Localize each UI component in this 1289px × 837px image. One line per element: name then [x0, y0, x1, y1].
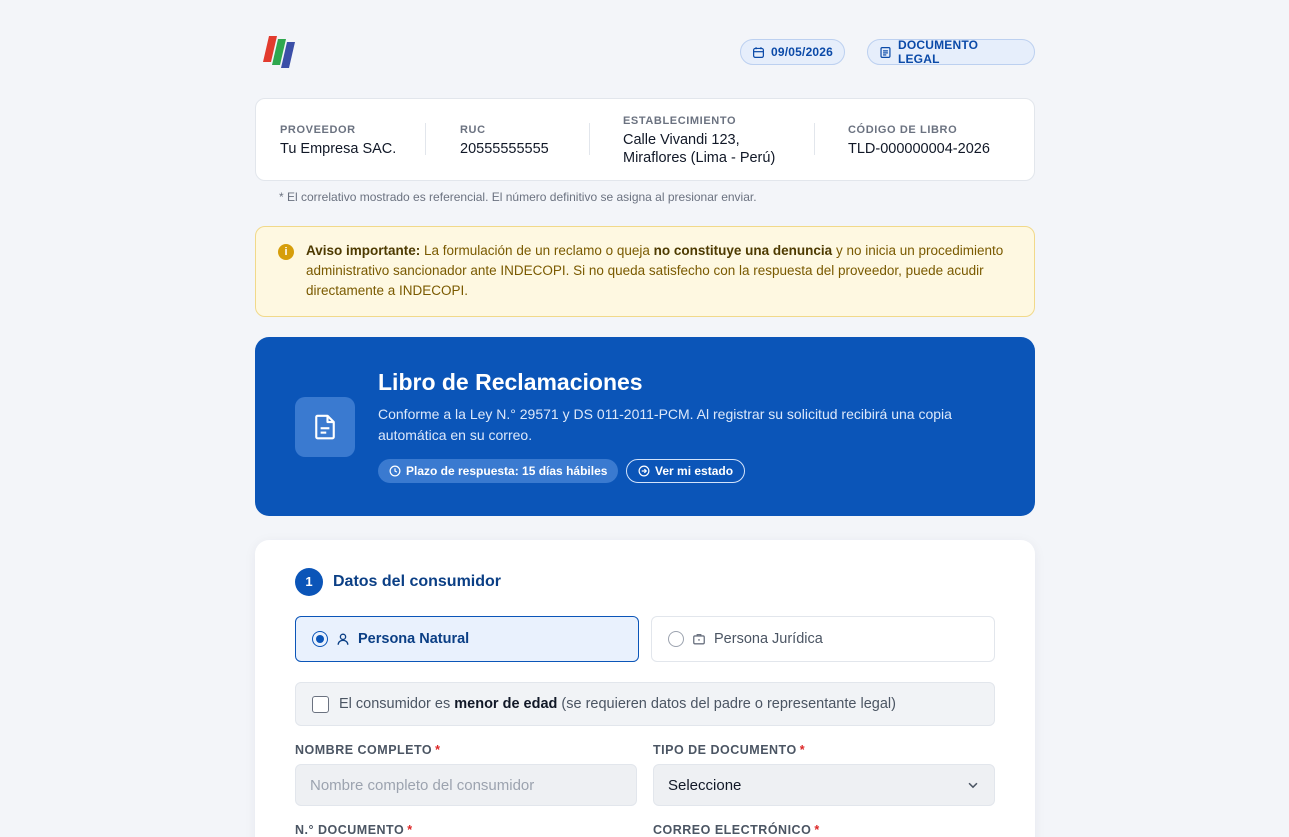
person-natural-option[interactable]	[295, 616, 639, 662]
tipo-doc-value: Seleccione	[668, 776, 742, 794]
document-icon	[879, 46, 892, 59]
required-mark: *	[435, 743, 441, 757]
arrow-right-circle-icon	[638, 465, 650, 477]
hero-subtitle: Conforme a la Ley N.° 29571 y DS 011-2011-PCM. Al registrar su solicitud recibirá una copia automática en su correo.	[378, 406, 952, 443]
view-status-button[interactable]	[626, 459, 745, 483]
notice-text-1: La formulación de un reclamo o queja	[420, 243, 654, 258]
codigo-col	[848, 99, 990, 182]
calendar-icon	[752, 46, 765, 59]
hero-banner	[255, 337, 1035, 516]
divider	[425, 123, 426, 155]
chevron-down-icon	[966, 778, 980, 792]
correo-label-text: CORREO ELECTRÓNICO	[653, 823, 812, 837]
codigo-value: TLD-000000004-2026	[848, 140, 990, 157]
minor-post: (se requieren datos del padre o representante legal)	[557, 696, 896, 712]
date-text: 09/05/2026	[771, 45, 834, 59]
establecimiento-col	[623, 99, 775, 182]
proveedor-value: Tu Empresa SAC.	[280, 140, 397, 157]
nombre-label	[295, 743, 441, 757]
nombre-label-text: NOMBRE COMPLETO	[295, 743, 433, 757]
consumer-form-card	[255, 540, 1035, 837]
step-header	[295, 568, 501, 596]
establecimiento-line2: Miraflores (Lima - Perú)	[623, 149, 776, 166]
divider	[589, 123, 590, 155]
required-mark: *	[814, 823, 820, 837]
tipo-doc-select[interactable]	[653, 764, 995, 806]
correlative-note: * El correlativo mostrado es referencial. El número definitivo se asigna al presionar enviar.	[279, 190, 757, 204]
date-badge	[740, 39, 845, 65]
minor-checkbox[interactable]	[312, 696, 329, 713]
radio-selected[interactable]	[312, 631, 328, 647]
proveedor-label: PROVEEDOR	[280, 123, 356, 136]
minor-checkbox-row[interactable]	[295, 682, 995, 726]
notice-bold: no constituye una denuncia	[653, 243, 833, 258]
company-logo	[261, 34, 303, 68]
establecimiento-line1: Calle Vivandi 123,	[623, 131, 740, 148]
minor-bold: menor de edad	[454, 696, 558, 712]
response-deadline-chip	[378, 459, 618, 483]
deadline-text: Plazo de respuesta: 15 días hábiles	[406, 464, 608, 478]
user-icon	[336, 632, 350, 646]
tipo-doc-label-text: TIPO DE DOCUMENTO	[653, 743, 797, 757]
clock-icon	[389, 465, 401, 477]
codigo-label: CÓDIGO DE LIBRO	[848, 123, 958, 136]
step-title: Datos del consumidor	[333, 573, 502, 590]
required-mark: *	[407, 823, 413, 837]
minor-pre: El consumidor es	[339, 696, 455, 712]
correo-label	[653, 823, 820, 837]
establecimiento-label: ESTABLECIMIENTO	[623, 114, 737, 127]
notice-lead: Aviso importante:	[306, 243, 421, 258]
minor-text	[339, 696, 896, 712]
provider-info-card	[255, 98, 1035, 181]
info-icon: i	[278, 244, 294, 260]
file-text-icon	[295, 397, 355, 457]
view-status-label: Ver mi estado	[655, 464, 734, 478]
hero-title: Libro de Reclamaciones	[378, 369, 643, 395]
ndoc-label	[295, 823, 413, 837]
ruc-label: RUC	[460, 123, 486, 136]
important-notice	[255, 226, 1035, 317]
tipo-doc-label	[653, 743, 805, 757]
nombre-input[interactable]	[295, 764, 637, 806]
ruc-value: 20555555555	[460, 140, 549, 157]
proveedor-col	[280, 99, 396, 182]
divider	[814, 123, 815, 155]
required-mark: *	[799, 743, 806, 757]
notice-text-2: y no inicia un procedimiento administrativo sancionador ante INDECOPI. Si no queda satisfecho con la respuesta del proveedor, puede acudir directamente a INDECOPI.	[306, 243, 1004, 298]
radio-unselected[interactable]	[668, 631, 684, 647]
legal-document-badge	[867, 39, 1035, 65]
top-bar	[255, 30, 1035, 70]
doc-badge-text: DOCUMENTO LEGAL	[897, 38, 979, 66]
ndoc-label-text: N.° DOCUMENTO	[295, 823, 405, 837]
briefcase-icon	[692, 632, 706, 646]
person-natural-label: Persona Natural	[358, 631, 470, 647]
person-juridica-option[interactable]	[651, 616, 995, 662]
person-juridica-label: Persona Jurídica	[714, 631, 823, 647]
step-number: 1	[295, 568, 323, 596]
ruc-col	[460, 99, 549, 182]
